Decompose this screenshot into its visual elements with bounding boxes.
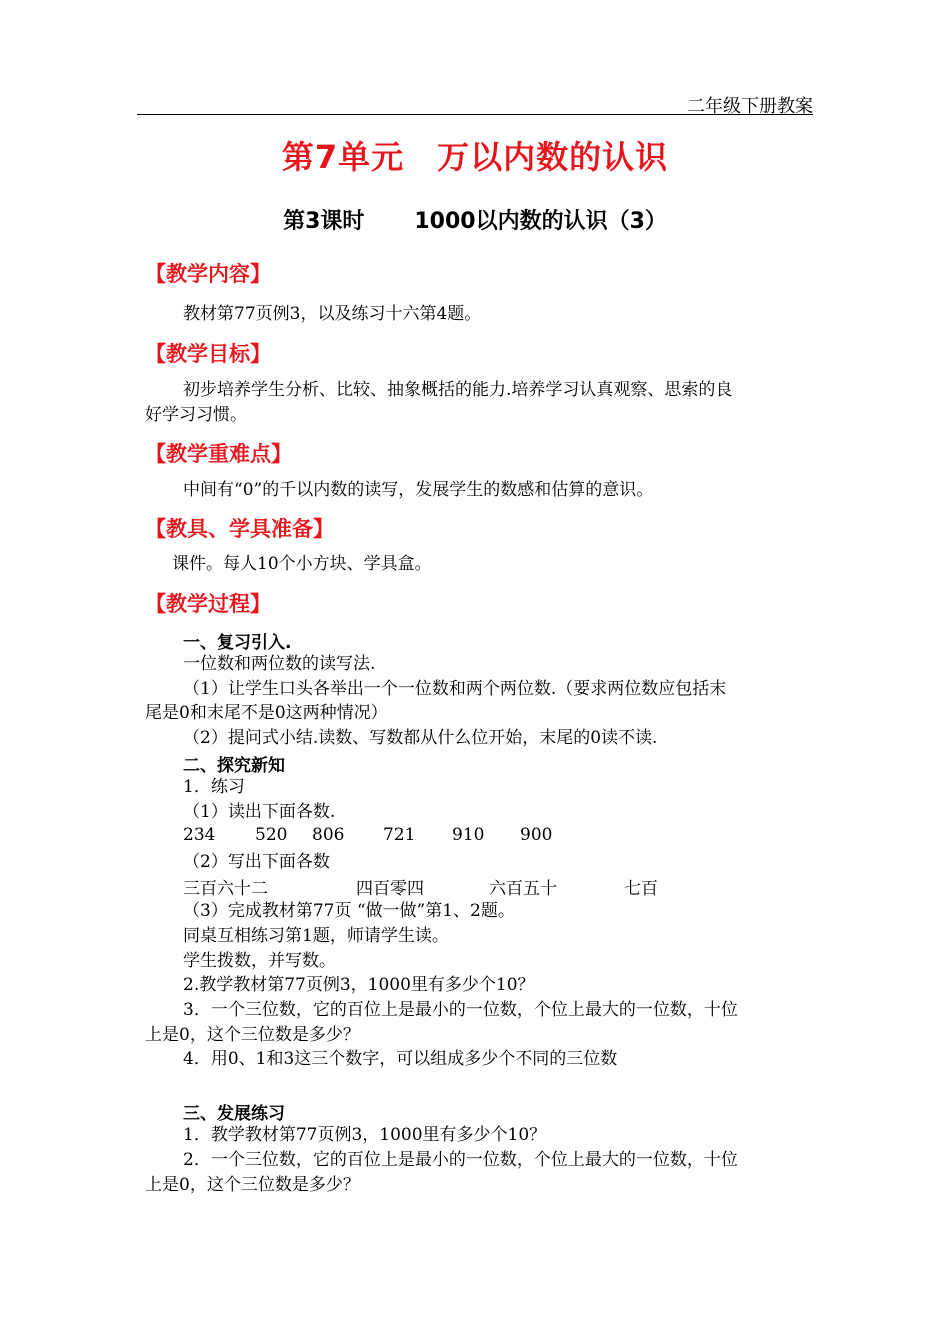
number-item: 900: [520, 825, 553, 845]
part2-line: 上是0，这个三位数是多少？: [145, 1025, 360, 1045]
part2-line: 同桌互相练习第1题，师请学生读。: [183, 926, 449, 946]
part2-line: 3．一个三位数，它的百位上是最小的一位数，个位上最大的一位数，十位: [183, 1000, 738, 1020]
part3-line: 2．一个三位数，它的百位上是最小的一位数，个位上最大的一位数，十位: [183, 1150, 738, 1170]
part3-line: 1．教学教材第77页例3，1000里有多少个10？: [183, 1125, 547, 1145]
part1-line: 尾是0和末尾不是0这两种情况）: [145, 703, 388, 723]
part2-line: （2）写出下面各数: [183, 852, 330, 872]
numbers-to-write-row: [183, 874, 658, 899]
part1-line: （2）提问式小结.读数、写数都从什么位开始，末尾的0读不读.: [183, 728, 658, 748]
part2-line: （1）读出下面各数.: [183, 802, 336, 822]
part1-line: 一位数和两位数的读写法.: [183, 654, 376, 674]
section-heading-key-points: 【教学重难点】: [145, 442, 292, 466]
content-text: 教材第77页例3，以及练习十六第4题。: [183, 304, 482, 324]
lesson-title: [0, 204, 950, 235]
goals-text-line1: 初步培养学生分析、比较、抽象概括的能力.培养学习认真观察、思索的良: [183, 380, 733, 400]
number-item: 234: [183, 825, 216, 845]
section-heading-prep: 【教具、学具准备】: [145, 517, 334, 541]
word-number-item: 三百六十二: [183, 879, 268, 899]
part3-heading: 三、发展练习: [183, 1104, 285, 1124]
number-item: 520: [255, 825, 288, 845]
part2-line: 学生拨数，并写数。: [183, 951, 336, 971]
word-number-item: 六百五十: [489, 879, 557, 899]
section-heading-content: 【教学内容】: [145, 262, 271, 286]
part2-heading: 二、探究新知: [183, 756, 285, 776]
word-number-item: 四百零四: [356, 879, 424, 899]
lesson-number: 第3课时: [283, 209, 365, 234]
document-header-label: 二年级下册教案: [687, 96, 813, 117]
word-number-item: 七百: [624, 879, 658, 899]
section-heading-process: 【教学过程】: [145, 592, 271, 616]
part2-line: （3）完成教材第77页 “做一做”第1、2题。: [183, 901, 515, 921]
number-item: 910: [452, 825, 485, 845]
part2-line: 1．练习: [183, 777, 245, 797]
part2-line: 2.教学教材第77页例3，1000里有多少个10？: [183, 975, 535, 995]
prep-text: 课件。每人10个小方块、学具盒。: [172, 554, 432, 574]
number-item: 806: [312, 825, 345, 845]
number-item: 721: [383, 825, 416, 845]
unit-title: 第7单元 万以内数的认识: [281, 138, 669, 176]
section-heading-goals: 【教学目标】: [145, 342, 271, 366]
key-points-text: 中间有“0”的千以内数的读写，发展学生的数感和估算的意识。: [183, 480, 654, 500]
header-divider: [137, 114, 813, 115]
lesson-name: 1000以内数的认识（3）: [414, 209, 667, 234]
goals-text-line2: 好学习习惯。: [145, 405, 247, 425]
part1-line: （1）让学生口头各举出一个一位数和两个两位数.（要求两位数应包括末: [183, 679, 727, 699]
part2-line: 4．用0、1和3这三个数字，可以组成多少个不同的三位数: [183, 1049, 618, 1069]
numbers-to-read-row: [183, 825, 552, 845]
part3-line: 上是0，这个三位数是多少？: [145, 1175, 360, 1195]
part1-heading: 一、复习引入.: [183, 633, 292, 653]
